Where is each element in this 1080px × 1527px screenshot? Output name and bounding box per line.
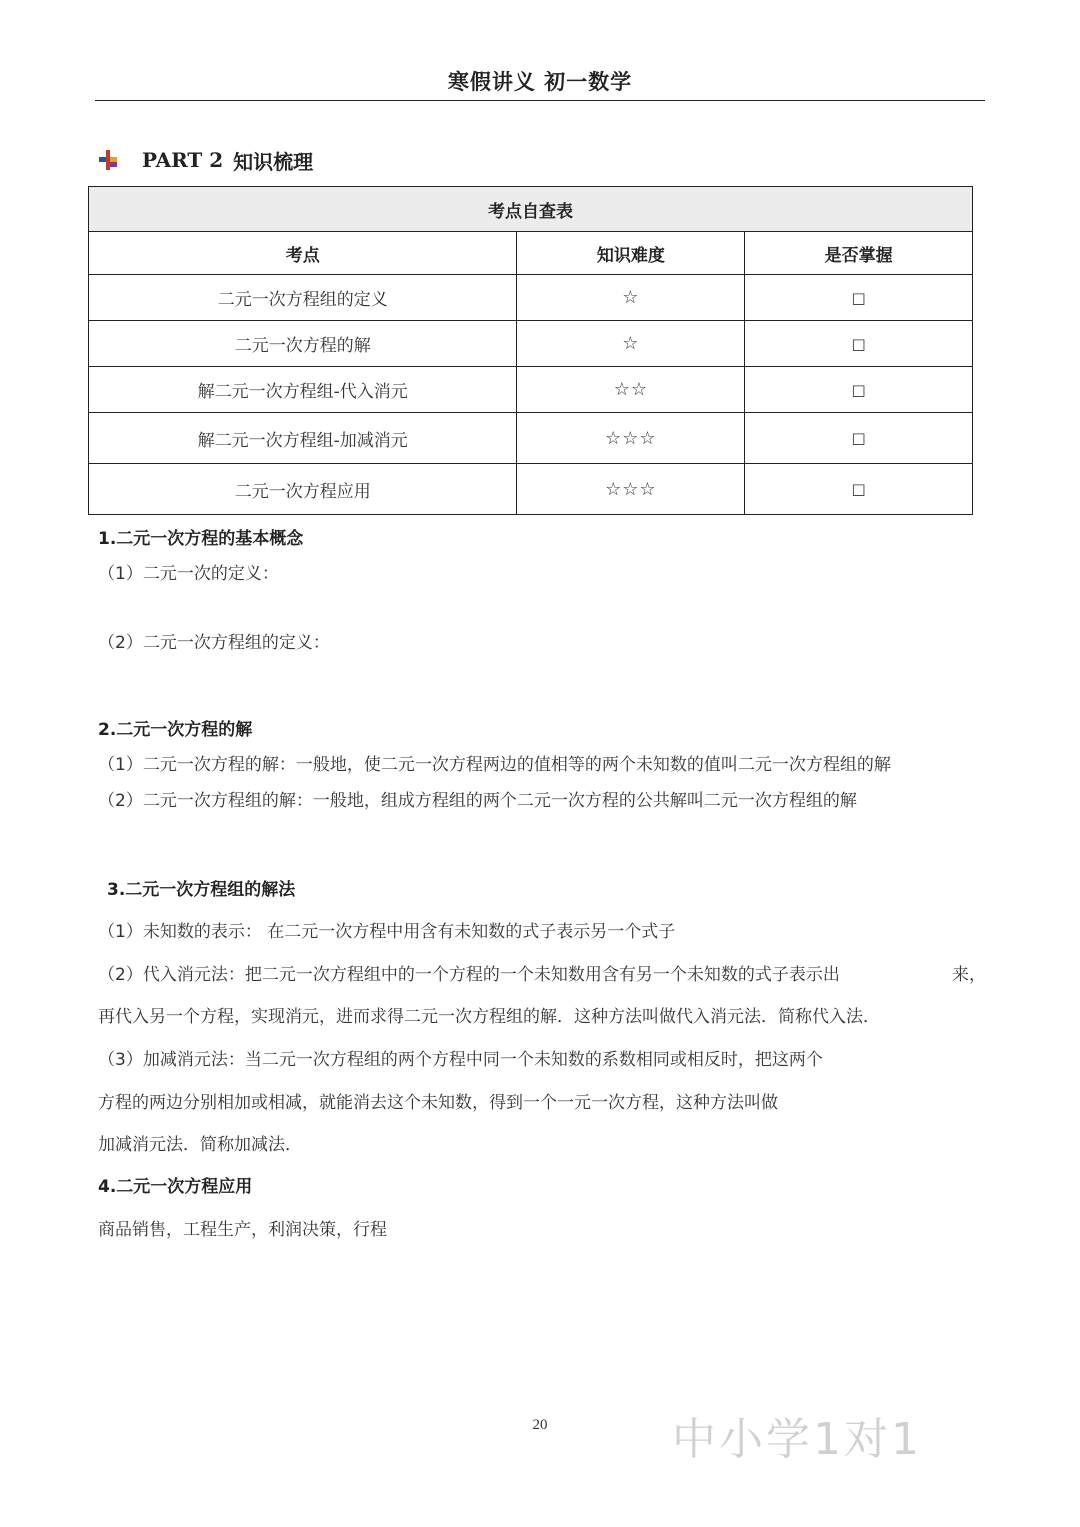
section-3-line-3: 再代入另一个方程，实现消元，进而求得二元一次方程组的解．这种方法叫做代入消元法．简称代入法． <box>98 1007 880 1027</box>
section-3-title: 3.二元一次方程组的解法 <box>107 880 296 900</box>
section-3-line-2-end: 来， <box>952 965 986 985</box>
section-2-line-2: （2）二元一次方程组的解：一般地，组成方程组的两个二元一次方程的公共解叫二元一次方程组的解 <box>98 791 857 811</box>
column-header-topic: 考点 <box>89 232 517 275</box>
section-3-line-6: 加减消元法．简称加减法． <box>98 1135 302 1155</box>
mastered-checkbox[interactable]: □ <box>745 275 973 321</box>
section-1-line-2: （2）二元一次方程组的定义： <box>98 633 330 653</box>
part-heading <box>96 145 313 175</box>
self-check-table <box>88 186 973 515</box>
section-1-title: 1.二元一次方程的基本概念 <box>98 529 304 549</box>
part-label: PART 2 <box>142 148 224 172</box>
table-row <box>89 413 973 464</box>
topic-cell: 二元一次方程的解 <box>89 321 517 367</box>
page-number: 20 <box>532 1417 548 1433</box>
difficulty-stars: ☆ <box>517 275 745 321</box>
pushpin-icon <box>96 148 120 172</box>
column-header-difficulty: 知识难度 <box>517 232 745 275</box>
topic-cell: 解二元一次方程组-加减消元 <box>89 413 517 464</box>
section-2-line-1: （1）二元一次方程的解：一般地，使二元一次方程两边的值相等的两个未知数的值叫二元一次方程组的解 <box>98 755 891 775</box>
section-1-line-1: （1）二元一次的定义： <box>98 564 279 584</box>
part-title: 知识梳理 <box>233 149 314 174</box>
section-4-line-1: 商品销售，工程生产，利润决策，行程 <box>98 1220 387 1240</box>
topic-cell: 二元一次方程应用 <box>89 464 517 515</box>
section-4-title: 4.二元一次方程应用 <box>98 1177 253 1197</box>
column-header-mastered: 是否掌握 <box>745 232 973 275</box>
difficulty-stars: ☆☆ <box>517 367 745 413</box>
page-header-title: 寒假讲义 初一数学 <box>447 70 633 94</box>
mastered-checkbox[interactable]: □ <box>745 413 973 464</box>
difficulty-stars: ☆☆☆ <box>517 464 745 515</box>
section-3-line-1: （1）未知数的表示： 在二元一次方程中用含有未知数的式子表示另一个式子 <box>98 922 676 942</box>
topic-cell: 解二元一次方程组-代入消元 <box>89 367 517 413</box>
topic-cell: 二元一次方程组的定义 <box>89 275 517 321</box>
section-2-title: 2.二元一次方程的解 <box>98 720 253 740</box>
header-divider <box>95 100 985 101</box>
table-caption: 考点自查表 <box>89 187 973 232</box>
watermark-text: 中小学1对1 <box>672 1414 922 1465</box>
mastered-checkbox[interactable]: □ <box>745 367 973 413</box>
table-row <box>89 321 973 367</box>
mastered-checkbox[interactable]: □ <box>745 464 973 515</box>
table-row <box>89 464 973 515</box>
section-3-line-2: （2）代入消元法：把二元一次方程组中的一个方程的一个未知数用含有另一个未知数的式子表示出 <box>98 965 840 985</box>
difficulty-stars: ☆ <box>517 321 745 367</box>
table-row <box>89 275 973 321</box>
table-row <box>89 367 973 413</box>
section-3-line-5: 方程的两边分别相加或相减，就能消去这个未知数，得到一个一元一次方程，这种方法叫做 <box>98 1093 778 1113</box>
section-3-line-4: （3）加减消元法：当二元一次方程组的两个方程中同一个未知数的系数相同或相反时，把这两个 <box>98 1050 823 1070</box>
mastered-checkbox[interactable]: □ <box>745 321 973 367</box>
difficulty-stars: ☆☆☆ <box>517 413 745 464</box>
